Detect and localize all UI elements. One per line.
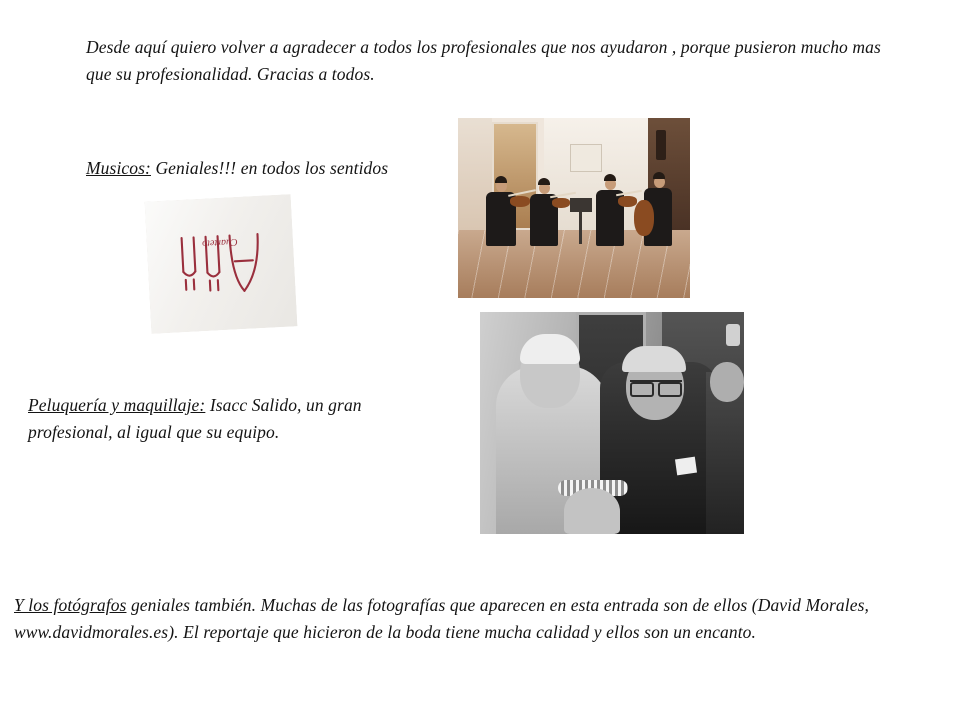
- quartet-violin-2: [552, 198, 570, 208]
- svg-text:Cuarteto: Cuarteto: [201, 235, 238, 249]
- musicos-label: Musicos:: [86, 158, 151, 178]
- string-quartet-photo: [458, 118, 690, 298]
- peluqueria-label: Peluquería y maquillaje:: [28, 395, 206, 415]
- glasses-icon: [630, 380, 682, 394]
- quartet-music-stand-pole: [579, 212, 582, 244]
- fotografos-paragraph: [14, 592, 914, 646]
- fotografos-label: Y los fotógrafos: [14, 595, 127, 615]
- musicos-line: [86, 155, 516, 182]
- hair-assistant-right-head: [710, 362, 744, 402]
- hair-lamp: [726, 324, 740, 346]
- quartet-cello: [634, 200, 654, 236]
- musicos-text: Geniales!!! en todos los sentidos: [150, 158, 389, 178]
- quartet-hair-1: [495, 176, 507, 183]
- peluqueria-paragraph: [28, 392, 448, 446]
- quartet-wall-frame: [570, 144, 602, 172]
- quartet-hair-3: [604, 174, 616, 181]
- musicians-logo-card-image: [145, 194, 298, 333]
- quartet-hair-2: [538, 178, 550, 185]
- quartet-wall-sconce: [656, 130, 666, 160]
- hair-stylist-pocket-square: [675, 457, 697, 476]
- hair-stylist-hair: [622, 346, 686, 372]
- quartet-viola: [618, 196, 637, 207]
- quartet-hair-4: [653, 172, 665, 179]
- quartet-music-stand: [570, 198, 592, 212]
- peluqueria-text: Isacc Salido, un gran profesional, al igual que su equipo.: [28, 395, 362, 443]
- musicians-logo-icon: [171, 229, 271, 304]
- hairstylist-photo: [480, 312, 744, 534]
- fotografos-text: geniales también. Muchas de las fotografías que aparecen en esta entrada son de ellos (David Morales, www.davidmorales.es). El reportaje que hicieron de la boda tiene mucha calidad y ellos son un encanto.: [14, 595, 869, 643]
- quartet-violin-1: [510, 196, 530, 207]
- bride-head: [564, 488, 620, 534]
- intro-paragraph: Desde aquí quiero volver a agradecer a todos los profesionales que nos ayudaron , porque pusieron mucho mas que su profesionalidad. Gracias a todos.: [86, 37, 881, 85]
